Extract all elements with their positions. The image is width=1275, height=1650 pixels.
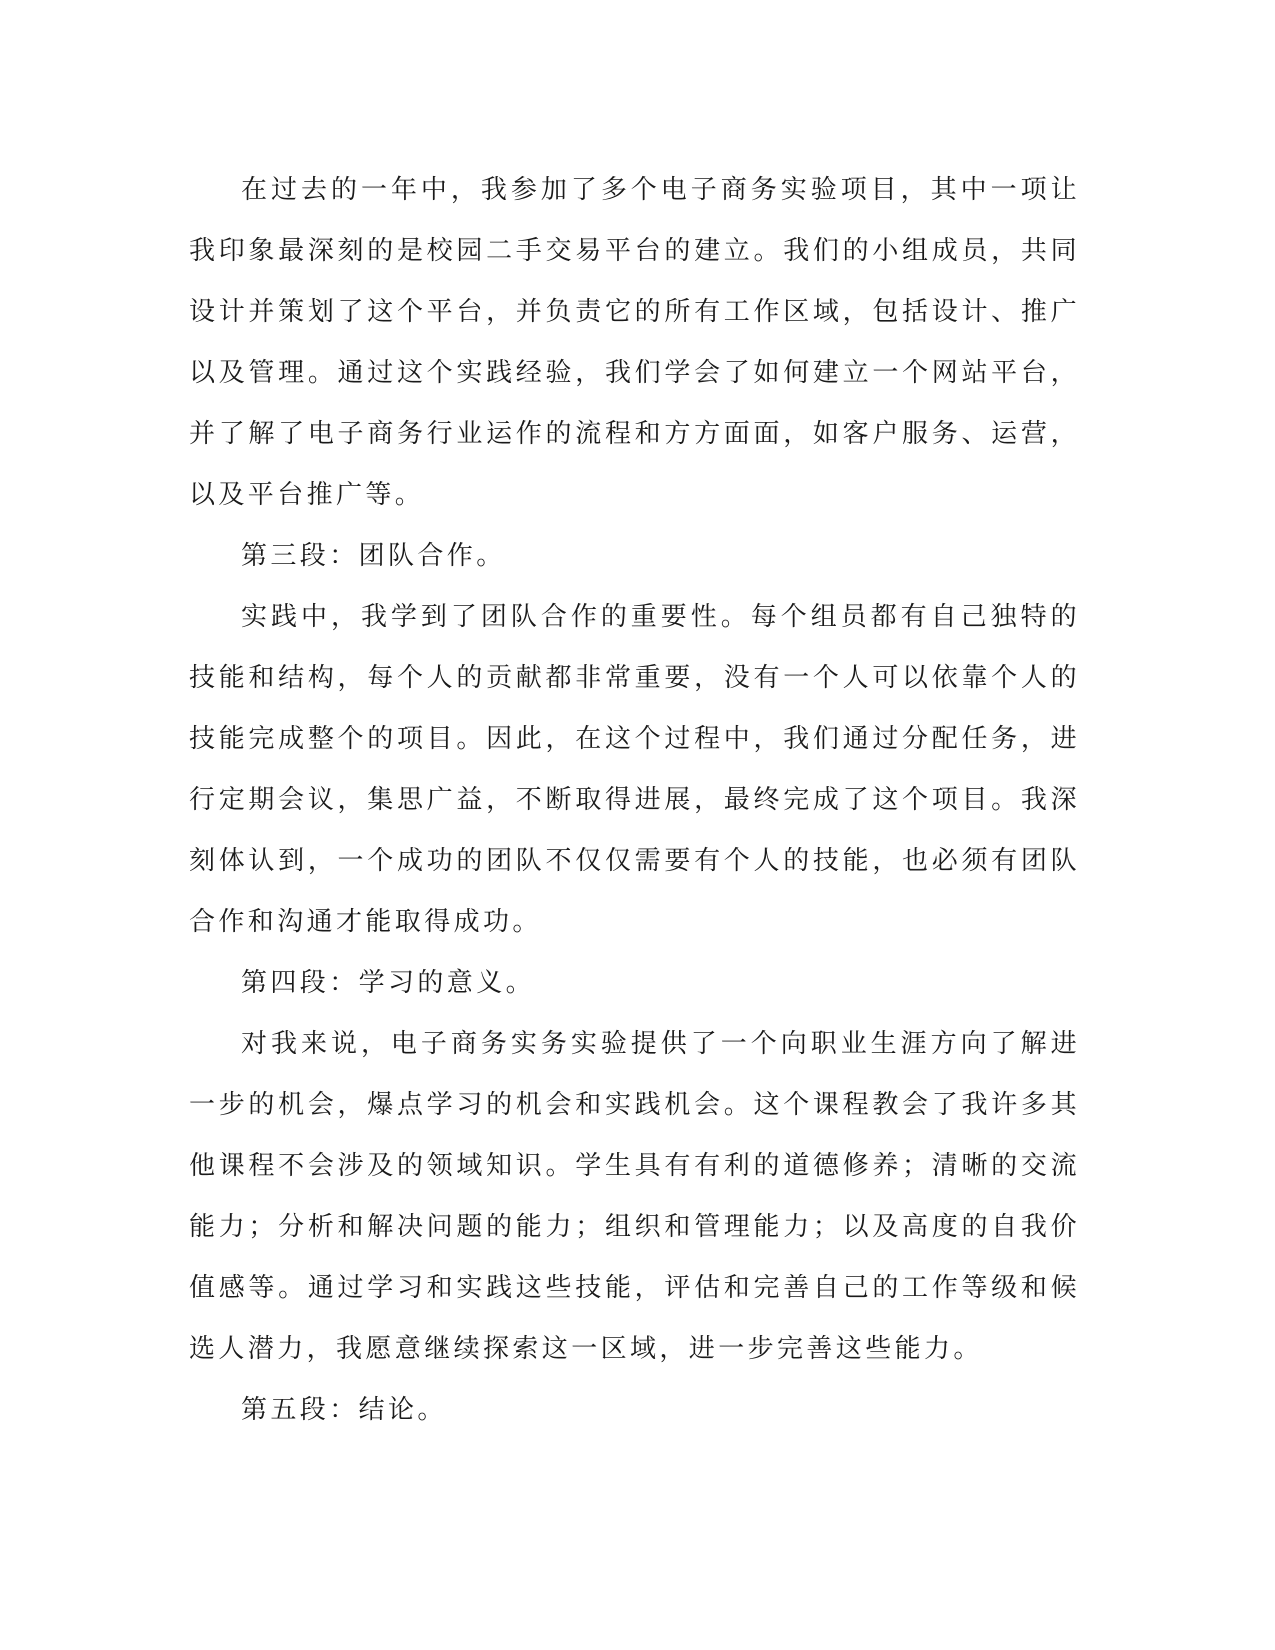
- paragraph-learning-meaning: 对我来说，电子商务实务实验提供了一个向职业生涯方向了解进一步的机会，爆点学习的机会和实践机会。这个课程教会了我许多其他课程不会涉及的领域知识。学生具有有利的道德修养；清晰的交流能力；分析和解决问题的能力；组织和管理能力；以及高度的自我价值感等。通过学习和实践这些技能，评估和完善自己的工作等级和候选人潜力，我愿意继续探索这一区域，进一步完善这些能力。: [189, 1029, 1080, 1364]
- document-body: [189, 160, 1080, 1441]
- section-heading-teamwork: 第三段：团队合作。: [241, 541, 506, 571]
- paragraph-project-experience: 在过去的一年中，我参加了多个电子商务实验项目，其中一项让我印象最深刻的是校园二手交易平台的建立。我们的小组成员，共同设计并策划了这个平台，并负责它的所有工作区域，包括设计、推广以及管理。通过这个实践经验，我们学会了如何建立一个网站平台，并了解了电子商务行业运作的流程和方方面面，如客户服务、运营，以及平台推广等。: [189, 175, 1080, 510]
- section-heading-learning-meaning: 第四段：学习的意义。: [241, 968, 536, 998]
- paragraph-teamwork: 实践中，我学到了团队合作的重要性。每个组员都有自己独特的技能和结构，每个人的贡献都非常重要，没有一个人可以依靠个人的技能完成整个的项目。因此，在这个过程中，我们通过分配任务，进行定期会议，集思广益，不断取得进展，最终完成了这个项目。我深刻体认到，一个成功的团队不仅仅需要有个人的技能，也必须有团队合作和沟通才能取得成功。: [189, 602, 1080, 937]
- section-heading-conclusion: 第五段：结论。: [241, 1395, 447, 1425]
